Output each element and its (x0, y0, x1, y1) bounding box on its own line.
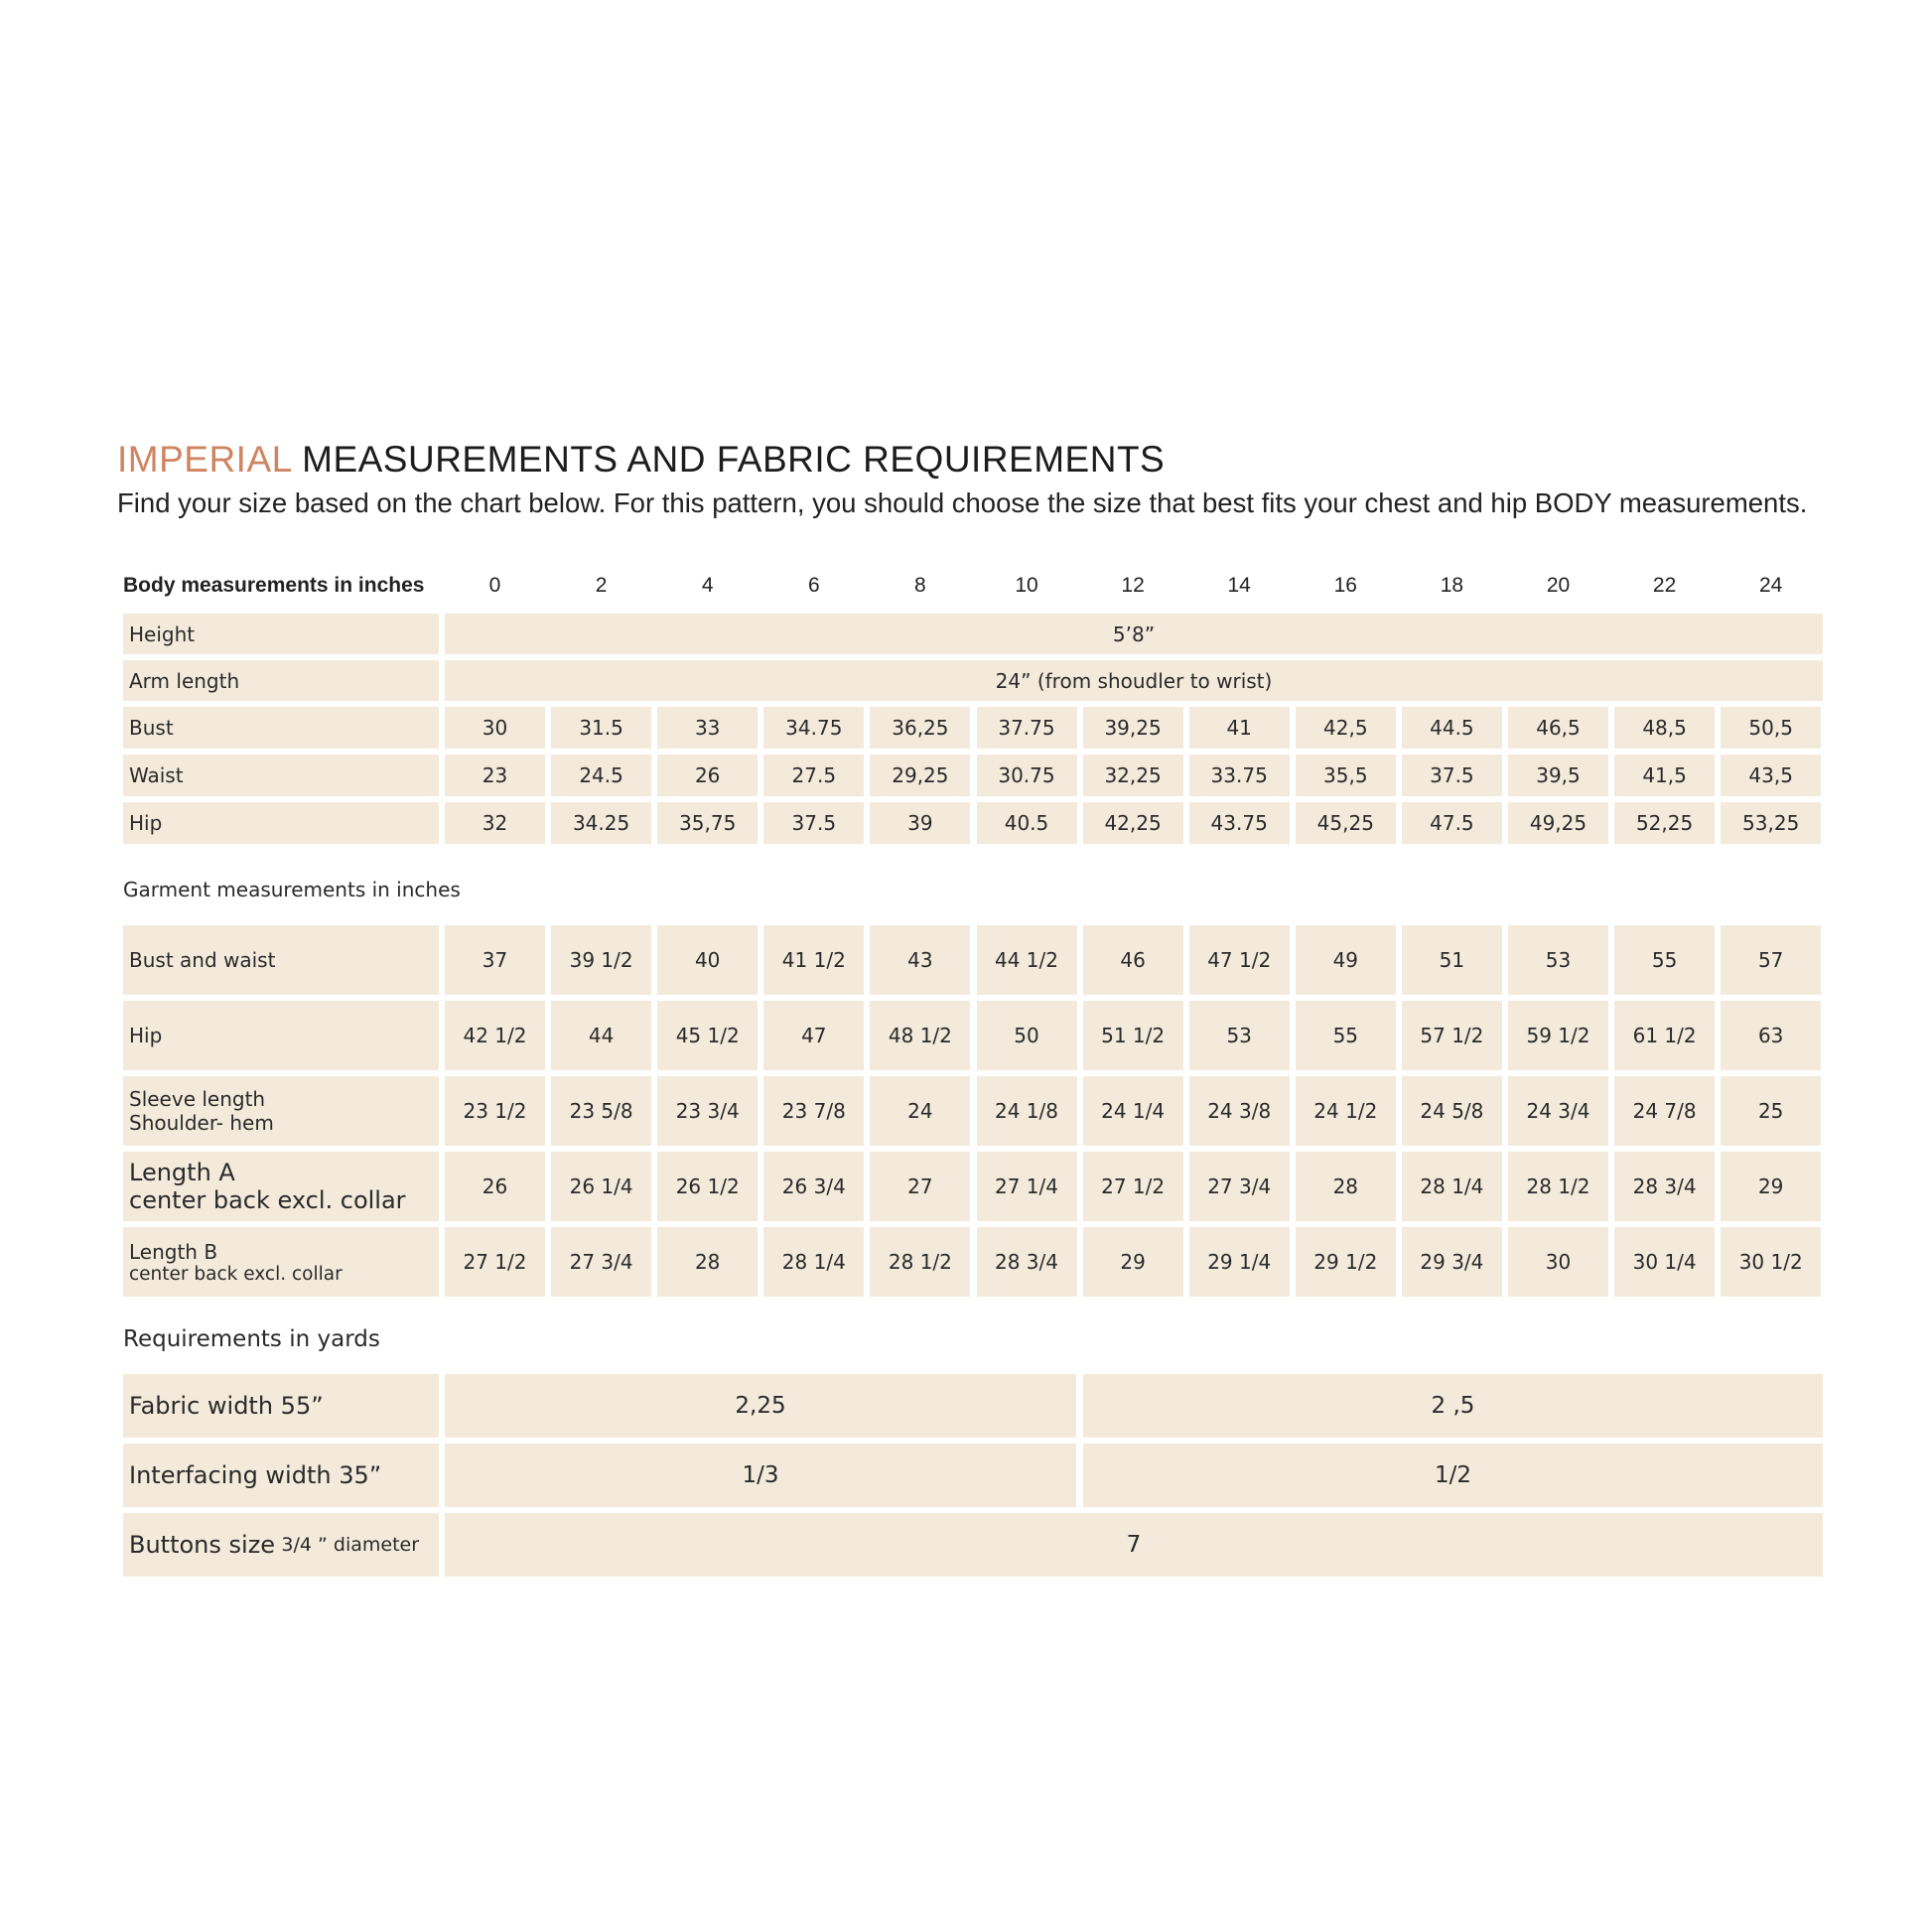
garment-cell: 53 (1189, 1001, 1290, 1070)
body-cell: 33.75 (1189, 755, 1290, 796)
fabric-width-label-text: Fabric width 55” (129, 1392, 324, 1420)
garment-cell: 47 (763, 1001, 864, 1070)
body-cell: 30 (445, 707, 545, 749)
body-cell: 43,5 (1721, 755, 1821, 796)
garment-cell: 24 1/8 (977, 1076, 1077, 1146)
garment-cell: 28 1/2 (870, 1227, 970, 1297)
arm-length-value: 24” (from shoudler to wrist) (445, 660, 1823, 701)
garment-row-label-line: Length A (129, 1159, 235, 1186)
garment-cell: 27 (870, 1152, 970, 1221)
fabric-small-sizes-value: 2,25 (445, 1374, 1076, 1438)
garment-row-label (123, 1152, 439, 1221)
garment-cell: 29 1/2 (1296, 1227, 1396, 1297)
garment-cell: 37 (445, 925, 545, 995)
body-row-label: Hip (123, 802, 439, 844)
body-cell: 41,5 (1614, 755, 1715, 796)
arm-length-label: Arm length (123, 660, 439, 701)
body-cell: 42,25 (1083, 802, 1183, 844)
body-cell: 50,5 (1721, 707, 1821, 749)
garment-cell: 45 1/2 (657, 1001, 758, 1070)
body-cell: 53,25 (1721, 802, 1821, 844)
garment-cell: 28 3/4 (1614, 1152, 1715, 1221)
garment-cell: 23 5/8 (551, 1076, 651, 1146)
body-cell: 49,25 (1508, 802, 1608, 844)
size-header-12: 12 (1121, 574, 1145, 597)
body-cell: 44.5 (1402, 707, 1502, 749)
title-rest: MEASUREMENTS AND FABRIC REQUIREMENTS (291, 439, 1166, 480)
body-cell: 37.75 (977, 707, 1077, 749)
size-header-24: 24 (1759, 574, 1783, 597)
interfacing-small-sizes-value: 1/3 (445, 1444, 1076, 1507)
garment-cell: 27 1/2 (1083, 1152, 1183, 1221)
body-cell: 35,75 (657, 802, 758, 844)
body-cell: 32,25 (1083, 755, 1183, 796)
requirements-header: Requirements in yards (123, 1326, 380, 1352)
body-cell: 42,5 (1296, 707, 1396, 749)
garment-cell: 24 (870, 1076, 970, 1146)
body-cell: 32 (445, 802, 545, 844)
garment-cell: 44 (551, 1001, 651, 1070)
garment-row-label-line: center back excl. collar (129, 1263, 343, 1285)
body-cell: 26 (657, 755, 758, 796)
size-header-18: 18 (1440, 574, 1464, 597)
garment-cell: 57 (1721, 925, 1821, 995)
garment-cell: 27 1/2 (445, 1227, 545, 1297)
size-header-20: 20 (1546, 574, 1571, 597)
garment-cell: 27 3/4 (1189, 1152, 1290, 1221)
garment-row-label-line: Shoulder- hem (129, 1111, 274, 1135)
body-cell: 34.75 (763, 707, 864, 749)
body-cell: 29,25 (870, 755, 970, 796)
garment-cell: 30 (1508, 1227, 1608, 1297)
body-cell: 46,5 (1508, 707, 1608, 749)
height-value: 5’8” (445, 614, 1823, 654)
garment-cell: 24 3/4 (1508, 1076, 1608, 1146)
size-header-6: 6 (807, 574, 820, 597)
body-cell: 39 (870, 802, 970, 844)
garment-measurements-header: Garment measurements in inches (123, 878, 461, 901)
garment-cell: 24 5/8 (1402, 1076, 1502, 1146)
garment-cell: 57 1/2 (1402, 1001, 1502, 1070)
garment-cell: 51 1/2 (1083, 1001, 1183, 1070)
interfacing-width-label-text: Interfacing width 35” (129, 1461, 382, 1489)
size-header-4: 4 (701, 574, 714, 597)
body-cell: 39,25 (1083, 707, 1183, 749)
garment-cell: 40 (657, 925, 758, 995)
garment-cell: 24 1/2 (1296, 1076, 1396, 1146)
garment-cell: 25 (1721, 1076, 1821, 1146)
body-cell: 33 (657, 707, 758, 749)
garment-cell: 23 7/8 (763, 1076, 864, 1146)
buttons-value: 7 (445, 1513, 1823, 1577)
body-cell: 47.5 (1402, 802, 1502, 844)
garment-cell: 48 1/2 (870, 1001, 970, 1070)
body-cell: 24.5 (551, 755, 651, 796)
garment-row-label-line: Length B (129, 1239, 218, 1264)
garment-cell: 51 (1402, 925, 1502, 995)
garment-cell: 63 (1721, 1001, 1821, 1070)
garment-cell: 27 1/4 (977, 1152, 1077, 1221)
garment-cell: 28 (1296, 1152, 1396, 1221)
garment-cell: 46 (1083, 925, 1183, 995)
size-header-2: 2 (595, 574, 608, 597)
garment-cell: 28 (657, 1227, 758, 1297)
body-cell: 39,5 (1508, 755, 1608, 796)
height-label: Height (123, 614, 439, 654)
garment-cell: 26 1/4 (551, 1152, 651, 1221)
body-cell: 43.75 (1189, 802, 1290, 844)
garment-cell: 50 (977, 1001, 1077, 1070)
body-cell: 36,25 (870, 707, 970, 749)
garment-cell: 28 1/4 (1402, 1152, 1502, 1221)
garment-cell: 55 (1296, 1001, 1396, 1070)
garment-cell: 30 1/2 (1721, 1227, 1821, 1297)
interfacing-large-sizes-value: 1/2 (1083, 1444, 1823, 1507)
body-row-label: Waist (123, 755, 439, 796)
buttons-label-text: Buttons size (129, 1531, 276, 1559)
garment-cell: 28 1/2 (1508, 1152, 1608, 1221)
garment-cell: 28 1/4 (763, 1227, 864, 1297)
page-title (117, 439, 1165, 481)
garment-cell: 29 1/4 (1189, 1227, 1290, 1297)
garment-cell: 39 1/2 (551, 925, 651, 995)
garment-cell: 24 3/8 (1189, 1076, 1290, 1146)
body-cell: 23 (445, 755, 545, 796)
body-row-label: Bust (123, 707, 439, 749)
title-accent: IMPERIAL (117, 439, 292, 480)
garment-cell: 26 1/2 (657, 1152, 758, 1221)
page-subtitle: Find your size based on the chart below. For this pattern, you should choose the size that best fits your chest and hip BODY measurements. (117, 487, 1808, 518)
size-header-14: 14 (1227, 574, 1251, 597)
body-cell: 37.5 (763, 802, 864, 844)
interfacing-width-label (123, 1444, 439, 1507)
garment-row-label (123, 1227, 439, 1297)
garment-cell: 30 1/4 (1614, 1227, 1715, 1297)
garment-cell: 47 1/2 (1189, 925, 1290, 995)
buttons-label-size: 3/4 ” diameter (281, 1534, 420, 1556)
body-cell: 27.5 (763, 755, 864, 796)
garment-cell: 29 (1083, 1227, 1183, 1297)
body-cell: 40.5 (977, 802, 1077, 844)
garment-row-label: Bust and waist (123, 925, 439, 995)
garment-cell: 44 1/2 (977, 925, 1077, 995)
body-cell: 52,25 (1614, 802, 1715, 844)
garment-cell: 61 1/2 (1614, 1001, 1715, 1070)
body-cell: 45,25 (1296, 802, 1396, 844)
garment-cell: 59 1/2 (1508, 1001, 1608, 1070)
buttons-label (123, 1513, 439, 1577)
body-cell: 34.25 (551, 802, 651, 844)
garment-cell: 24 1/4 (1083, 1076, 1183, 1146)
size-header-8: 8 (914, 574, 926, 597)
garment-cell: 28 3/4 (977, 1227, 1077, 1297)
size-header-0: 0 (488, 574, 501, 597)
garment-row-label-line: center back excl. collar (129, 1186, 406, 1214)
garment-cell: 42 1/2 (445, 1001, 545, 1070)
garment-cell: 55 (1614, 925, 1715, 995)
body-measurements-header: Body measurements in inches (123, 574, 425, 597)
garment-cell: 43 (870, 925, 970, 995)
garment-cell: 26 (445, 1152, 545, 1221)
body-cell: 41 (1189, 707, 1290, 749)
garment-cell: 26 3/4 (763, 1152, 864, 1221)
body-cell: 30.75 (977, 755, 1077, 796)
garment-cell: 29 (1721, 1152, 1821, 1221)
garment-cell: 49 (1296, 925, 1396, 995)
garment-cell: 41 1/2 (763, 925, 864, 995)
garment-row-label: Hip (123, 1001, 439, 1070)
body-cell: 48,5 (1614, 707, 1715, 749)
garment-cell: 23 1/2 (445, 1076, 545, 1146)
size-header-10: 10 (1015, 574, 1038, 597)
garment-cell: 27 3/4 (551, 1227, 651, 1297)
garment-row-label (123, 1076, 439, 1146)
body-cell: 37.5 (1402, 755, 1502, 796)
garment-cell: 53 (1508, 925, 1608, 995)
body-cell: 31.5 (551, 707, 651, 749)
body-cell: 35,5 (1296, 755, 1396, 796)
fabric-width-label (123, 1374, 439, 1438)
size-header-22: 22 (1652, 574, 1677, 597)
garment-cell: 24 7/8 (1614, 1076, 1715, 1146)
garment-cell: 23 3/4 (657, 1076, 758, 1146)
garment-row-label-line: Sleeve length (129, 1087, 266, 1111)
size-header-16: 16 (1333, 574, 1357, 597)
fabric-large-sizes-value: 2 ,5 (1083, 1374, 1823, 1438)
garment-cell: 29 3/4 (1402, 1227, 1502, 1297)
